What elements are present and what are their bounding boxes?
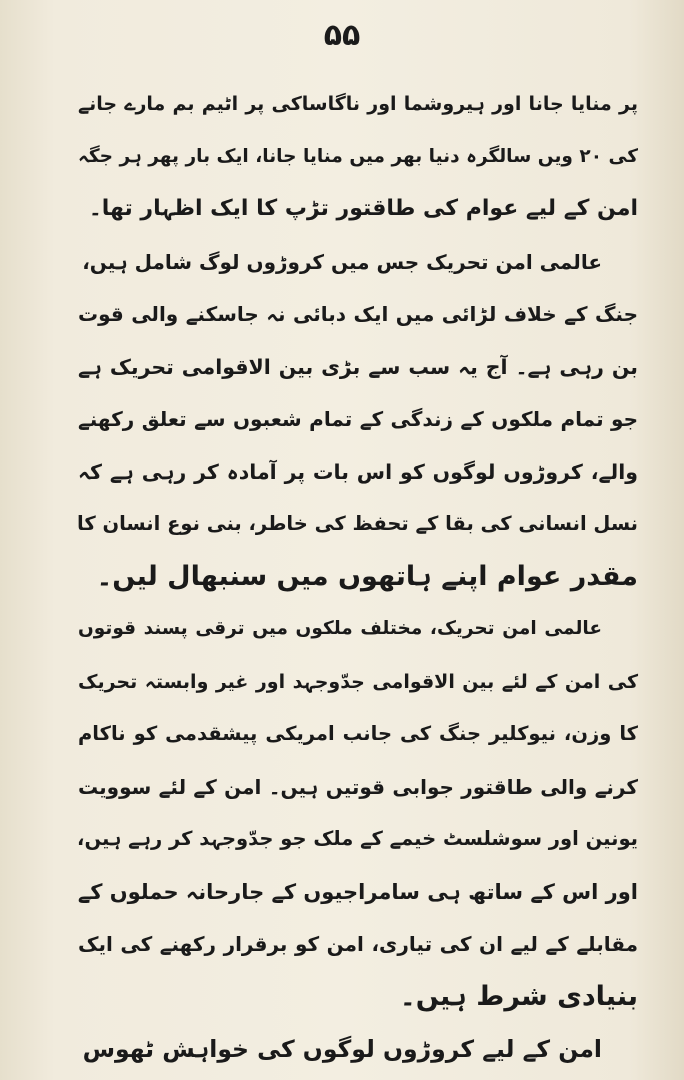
text-line-8: والے، کروڑوں لوگوں کو اس بات پر آمادہ کر رہی ہے کہ [78,459,638,484]
page-body-text [78,78,638,1076]
text-line-16: اور اس کے ساتھ ہی سامراجیوں کے جارحانہ حملوں کے [77,879,638,904]
text-line-7: جو تمام ملکوں کے زندگی کے تمام شعبوں سے تعلق رکھنے [78,407,638,431]
text-line-14: کرنے والی طاقتور جوابی قوتیں ہیں۔ امن کے لئے سوویت [78,774,638,799]
text-line-5: جنگ کے خلاف لڑائی میں ایک دبائی نہ جاسکنے والی قوت [78,302,638,326]
text-line-12: کی امن کے لئے بین الاقوامی جدّوجہد اور غیر وابستہ تحریک [78,670,638,693]
text-line-1: پر منایا جانا اور ہیروشما اور ناگاساکی پر اٹیم بم مارے جانے [78,93,638,115]
text-line-13: کا وزن، نیوکلیر جنگ کی جانب امریکی پیشقدمی کو ناکام [78,722,638,745]
text-line-19: امن کے لیے کروڑوں لوگوں کی خواہش ٹھوس [82,1035,602,1063]
text-line-3: امن کے لیے عوام کی طاقتور تڑپ کا ایک اظہار تھا۔ [88,196,638,221]
page-number: ۵۵ [323,18,361,53]
text-line-15: یونین اور سوشلسٹ خیمے کے ملک جو جدّوجہد کر رہے ہیں، [77,827,638,850]
text-line-18: بنیادی شرط ہیں۔ [399,980,638,1012]
text-line-11: عالمی امن تحریک، مختلف ملکوں میں ترقی پسند قوتوں [78,618,602,639]
text-line-6: بن رہی ہے۔ آج یہ سب سے بڑی بین الاقوامی تحریک ہے [78,354,638,379]
text-line-2: کی ۲۰ ویں سالگرہ دنیا بھر میں منایا جانا، ایک بار پھر ہر جگہ [78,145,638,167]
text-line-9: نسل انسانی کی بقا کے تحفظ کی خاطر، بنی نوع انسان کا [77,512,638,535]
text-line-4: عالمی امن تحریک جس میں کروڑوں لوگ شامل ہیں، [82,249,602,274]
text-line-17: مقابلے کے لیے ان کی تیاری، امن کو برقرار رکھنے کی ایک [78,932,638,956]
text-line-10: مقدر عوام اپنے ہاتھوں میں سنبھال لیں۔ [96,560,638,592]
